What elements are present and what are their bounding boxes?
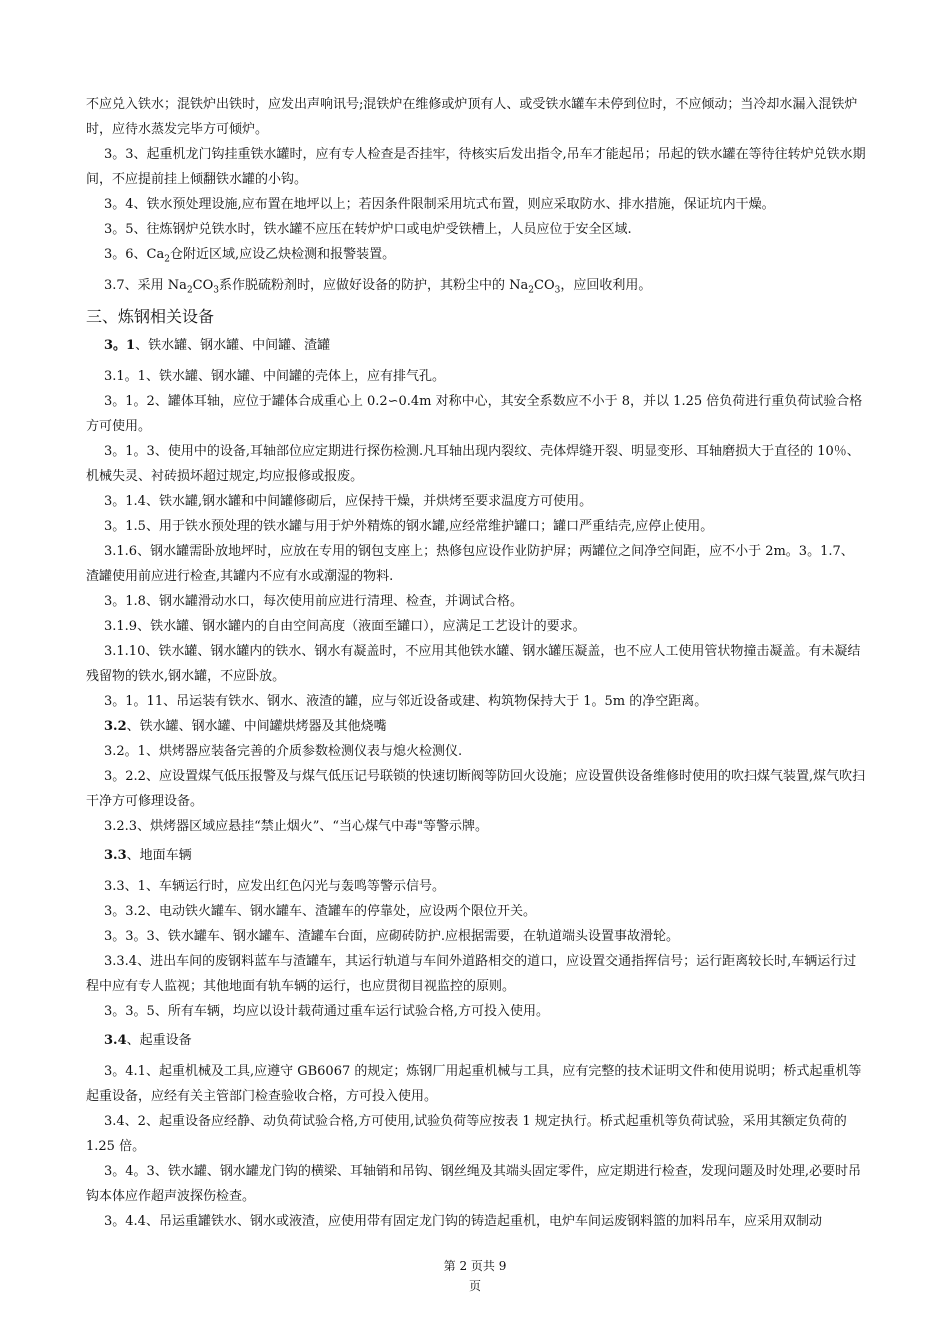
paragraph-3-1-10: 3.1.10、铁水罐、钢水罐内的铁水、钢水有凝盖时，不应用其他铁水罐、钢水罐压凝盖，也不应人工使用管状物撞击凝盖。有未凝结残留物的铁水,钢水罐，不应卧放。 bbox=[86, 644, 861, 685]
paragraph-3-2-2: 3。2.2、应设置煤气低压报警及与煤气低压记号联锁的快速切断阀等防回火设施；应设置供设备维修时使用的吹扫煤气装置,煤气吹扫干净方可修理设备。 bbox=[86, 769, 866, 810]
paragraph-3-1-5: 3。1.5、用于铁水预处理的铁水罐与用于炉外精炼的钢水罐,应经常维护罐口；罐口严重结壳,应停止使用。 bbox=[104, 519, 714, 535]
paragraph-3-2-3: 3.2.3、烘烤器区域应悬挂“禁止烟火”、“当心煤气中毒"等警示牌。 bbox=[104, 819, 488, 835]
paragraph-3-4-2: 3.4、2、起重设备应经静、动负荷试验合格,方可使用,试验负荷等应按表 1 规定执行。桥式起重机等负荷试验，采用其额定负荷的 1.25 倍。 bbox=[86, 1114, 847, 1155]
paragraph-3-3-2: 3。3.2、电动铁火罐车、钢水罐车、渣罐车的停靠处，应设两个限位开关。 bbox=[104, 904, 536, 920]
paragraph-3-7: 3.7、采用 $Na_2CO_3$系作脱硫粉剂时，应做好设备的防护，其粉尘中的 $Na_2CO_3$，应回收利用。 bbox=[104, 277, 652, 296]
paragraph-3-1-6: 3.1.6、钢水罐需卧放地坪时，应放在专用的钢包支座上；热修包应设作业防护屏；两罐位之间净空间距，应不小于 2m。3。1.7、渣罐使用前应进行检查,其罐内不应有水或潮湿的物料. bbox=[86, 544, 854, 585]
paragraph-3-3-3: 3。3。3、铁水罐车、钢水罐车、渣罐车台面，应砌砖防护.应根据需要，在轨道端头设置事故滑轮。 bbox=[104, 929, 679, 945]
subheading-3-1: 3。1、铁水罐、钢水罐、中间罐、渣罐 bbox=[104, 338, 331, 354]
subheading-3-4: 3.4、起重设备 bbox=[104, 1033, 192, 1049]
paragraph-3-1-1: 3.1。1、铁水罐、钢水罐、中间罐的壳体上，应有排气孔。 bbox=[104, 369, 445, 385]
paragraph-3-1-11: 3。1。11、吊运装有铁水、钢水、液渣的罐，应与邻近设备或建、构筑物保持大于 1。5m 的净空距离。 bbox=[104, 694, 708, 710]
paragraph-3-3-5: 3。3。5、所有车辆，均应以设计载荷通过重车运行试验合格,方可投入使用。 bbox=[104, 1004, 549, 1020]
paragraph-3-4-1: 3。4.1、起重机械及工具,应遵守 GB6067 的规定；炼钢厂用起重机械与工具，应有完整的技术证明文件和使用说明；桥式起重机等起重设备，应经有关主管部门检查验收合格，方可投入使用。 bbox=[86, 1064, 862, 1105]
page-footer bbox=[0, 1256, 950, 1296]
paragraph-3-4: 3。4、铁水预处理设施,应布置在地坪以上；若因条件限制采用坑式布置，则应采取防水、排水措施，保证坑内干燥。 bbox=[104, 197, 775, 212]
paragraph-3-3: 3。3、起重机龙门钩挂重铁水罐时，应有专人检查是否挂牢，待核实后发出指令,吊车才能起吊；吊起的铁水罐在等待往转炉兑铁水期间，不应提前挂上倾翻铁水罐的小钩。 bbox=[86, 147, 866, 187]
paragraph-3-1-2: 3。1。2、罐体耳轴，应位于罐体合成重心上 0.2∽0.4m 对称中心，其安全系数应不小于 8，并以 1.25 倍负荷进行重负荷试验合格方可使用。 bbox=[86, 394, 863, 435]
paragraph-3-4-3: 3。4。3、铁水罐、钢水罐龙门钩的横梁、耳轴销和吊钩、钢丝绳及其端头固定零件，应定期进行检查，发现问题及时处理,必要时吊钩本体应作超声波探伤检查。 bbox=[86, 1164, 861, 1205]
paragraph-3-1-4: 3。1.4、铁水罐,钢水罐和中间罐修砌后，应保持干燥，并烘烤至要求温度方可使用。 bbox=[104, 494, 593, 510]
paragraph-3-1-3: 3。1。3、使用中的设备,耳轴部位应定期进行探伤检测.凡耳轴出现内裂纹、壳体焊缝开裂、明显变形、耳轴磨损大于直径的 10％、机械失灵、衬砖损坏超过规定,均应报修或报废。 bbox=[86, 444, 860, 485]
paragraph-3-3-1: 3.3、1、车辆运行时，应发出红色闪光与轰鸣等警示信号。 bbox=[104, 879, 445, 895]
section-heading-3: 三、炼钢相关设备 bbox=[86, 307, 215, 327]
paragraph-3-5: 3。5、往炼钢炉兑铁水时，铁水罐不应压在转炉炉口或电炉受铁槽上，人员应位于安全区域. bbox=[104, 222, 632, 237]
paragraph-3-2-1: 3.2。1、烘烤器应装备完善的介质参数检测仪表与熄火检测仪. bbox=[104, 744, 463, 760]
page-number-line2: 页 bbox=[468, 1279, 481, 1293]
paragraph-3-1-8: 3。1.8、钢水罐滑动水口，每次使用前应进行清理、检查，并调试合格。 bbox=[104, 594, 523, 610]
paragraph-3-3-4: 3.3.4、进出车间的废钢料蓝车与渣罐车，其运行轨道与车间外道路相交的道口，应设置交通指挥信号；运行距离较长时,车辆运行过程中应有专人监视；其他地面有轨车辆的运行，也应贯彻目视监控的原则。 bbox=[86, 954, 857, 995]
paragraph-3-1-9: 3.1.9、铁水罐、钢水罐内的自由空间高度（液面至罐口），应满足工艺设计的要求。 bbox=[104, 619, 586, 635]
paragraph-3-6: 3。6、$Ca_2$仓附近区域,应设乙炔检测和报警装置。 bbox=[104, 247, 396, 265]
paragraph-3-2-cont: 不应兑入铁水；混铁炉出铁时，应发出声响讯号;混铁炉在维修或炉顶有人、或受铁水罐车未停到位时，不应倾动；当冷却水漏入混铁炉时，应待水蒸发完毕方可倾炉。 bbox=[86, 97, 858, 137]
subheading-3-2: 3.2、铁水罐、钢水罐、中间罐烘烤器及其他烧嘴 bbox=[104, 719, 387, 735]
paragraph-3-4-4: 3。4.4、吊运重罐铁水、钢水或液渣，应使用带有固定龙门钩的铸造起重机，电炉车间运废钢料篮的加料吊车，应采用双制动 bbox=[104, 1214, 822, 1230]
subheading-3-3: 3.3、地面车辆 bbox=[104, 848, 192, 864]
page-number-line1: 第 2 页共 9 bbox=[443, 1259, 507, 1273]
